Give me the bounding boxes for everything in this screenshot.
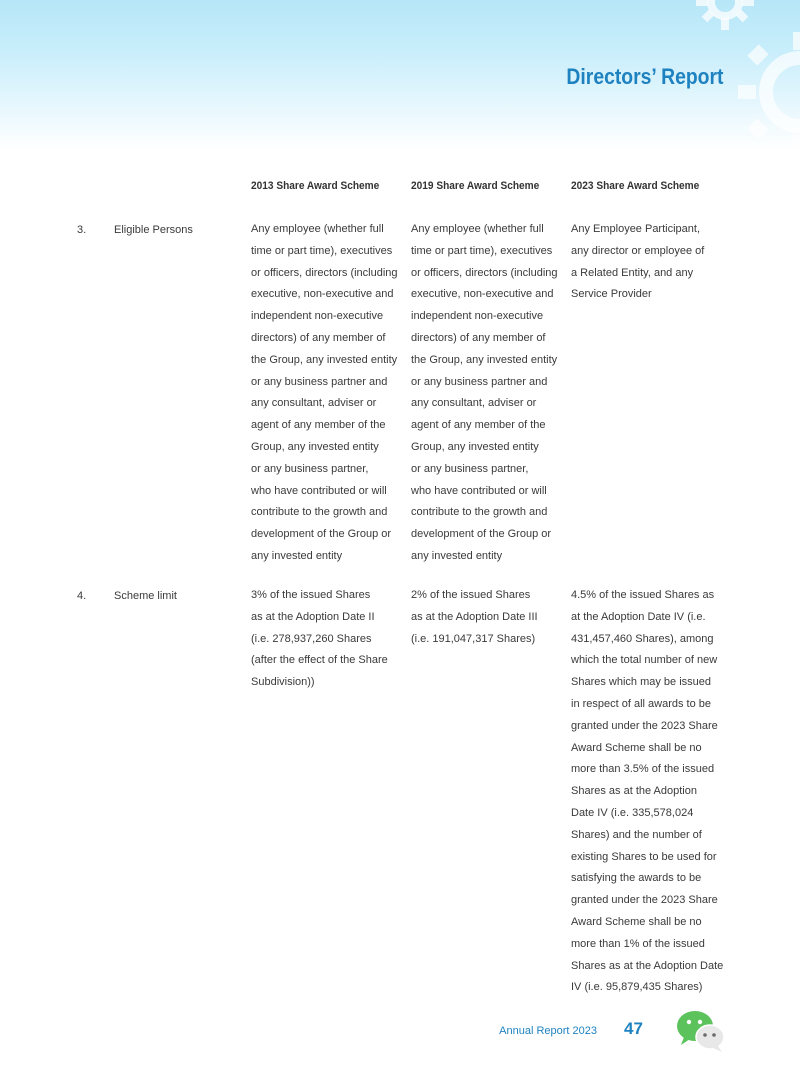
- row-number: 4.: [77, 590, 87, 602]
- page-title: Directors’ Report: [565, 64, 723, 89]
- cell-2023: 4.5% of the issued Shares as at the Adoption Date IV (i.e. 431,457,460 Shares), among which the total number of new Shares which may be issued in respect of all awards to be granted under the 2023 Share Award Scheme shall be no more than 3.5% of the issued Shares as at the Adoption Date IV (i.e. 335,578,024 Shares) and the number of existing Shares to be used for satisfying the awards to be granted under the 2023 Share Award Scheme shall be no more than 1% of the issued Shares as at the Adoption Date IV (i.e. 95,879,435 Shares): [571, 589, 724, 994]
- row-label: Scheme limit: [114, 590, 177, 602]
- large-gear-icon: [738, 30, 800, 150]
- cell-2019: 2% of the issued Shares as at the Adoption Date III (i.e. 191,047,317 Shares): [411, 589, 538, 645]
- row-number: 3.: [77, 224, 87, 236]
- column-header-2023: 2023 Share Award Scheme: [571, 180, 700, 192]
- cell-2023: Any Employee Participant, any director or employee of a Related Entity, and any Service Provider: [571, 223, 705, 301]
- footer-report-label: Annual Report 2023: [499, 1025, 597, 1037]
- column-header-2013: 2013 Share Award Scheme: [251, 180, 380, 192]
- wechat-logo-icon: [676, 1010, 726, 1054]
- column-header-2019: 2019 Share Award Scheme: [411, 180, 540, 192]
- page-number: 47: [624, 1019, 643, 1038]
- cell-2019: Any employee (whether full time or part time), executives or officers, directors (including executive, non-executive and independent non-executive directors) of any member of the Group, any invested entity or any business partner and any consultant, adviser or agent of any member of the Group, any invested entity or any business partner, who have contributed or will contribute to the growth and development of the Group or any invested entity: [411, 223, 558, 562]
- row-label: Eligible Persons: [114, 224, 193, 236]
- cell-2013: 3% of the issued Shares as at the Adoption Date II (i.e. 278,937,260 Shares (after the effect of the Share Subdivision)): [251, 589, 388, 689]
- cell-2013: Any employee (whether full time or part time), executives or officers, directors (including executive, non-executive and independent non-executive directors) of any member of the Group, any invested entity or any business partner and any consultant, adviser or agent of any member of the Group, any invested entity or any business partner, who have contributed or will contribute to the growth and development of the Group or any invested entity: [251, 223, 398, 562]
